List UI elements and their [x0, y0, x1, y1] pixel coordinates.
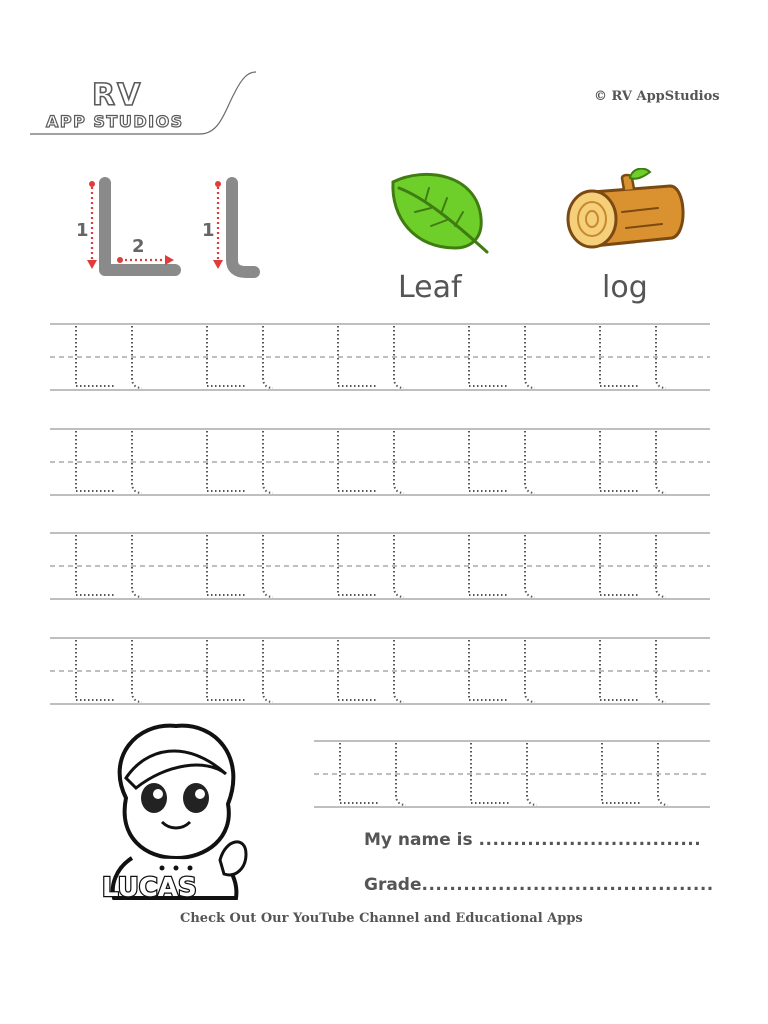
dotted-uppercase-l [338, 640, 376, 700]
dotted-uppercase-l [600, 431, 638, 491]
dotted-uppercase-l [76, 326, 114, 386]
grade-field[interactable] [364, 875, 714, 895]
dotted-uppercase-l [469, 431, 507, 491]
tracing-row [314, 741, 710, 807]
dotted-uppercase-l [338, 535, 376, 595]
dotted-uppercase-l [76, 640, 114, 700]
dotted-uppercase-l [469, 535, 507, 595]
dotted-uppercase-l [76, 431, 114, 491]
tracing-row [50, 429, 710, 495]
leaf-label: Leaf [398, 270, 462, 305]
dotted-uppercase-l [600, 640, 638, 700]
tracing-row [50, 324, 710, 390]
dotted-uppercase-l [338, 431, 376, 491]
dotted-uppercase-l [600, 535, 638, 595]
name-field[interactable] [364, 830, 701, 850]
dotted-uppercase-l [207, 431, 245, 491]
lower-step-1: 1 [202, 220, 215, 241]
tracing-row [50, 533, 710, 599]
dotted-uppercase-l [340, 743, 378, 803]
mascot-name: LUCAS [102, 873, 197, 903]
log-label: log [602, 270, 648, 305]
dotted-uppercase-l [600, 326, 638, 386]
logo-rv-text: RV [92, 78, 143, 113]
dotted-uppercase-l [207, 535, 245, 595]
upper-step-1: 1 [76, 220, 89, 241]
dotted-uppercase-l [469, 640, 507, 700]
dotted-uppercase-l [338, 326, 376, 386]
dotted-uppercase-l [602, 743, 640, 803]
grade-dots: .......................................... [421, 875, 714, 895]
dotted-uppercase-l [471, 743, 509, 803]
footer-text: Check Out Our YouTube Channel and Educational Apps [180, 911, 583, 926]
tracing-row [50, 638, 710, 704]
name-dots: ................................ [478, 830, 702, 850]
name-label: My name is [364, 830, 473, 850]
logo-studios-text: APP STUDIOS [46, 112, 184, 131]
copyright-text: © RV AppStudios [594, 89, 720, 104]
grade-label: Grade [364, 875, 422, 895]
dotted-uppercase-l [207, 640, 245, 700]
dotted-uppercase-l [76, 535, 114, 595]
upper-step-2: 2 [132, 236, 145, 257]
dotted-uppercase-l [469, 326, 507, 386]
dotted-uppercase-l [207, 326, 245, 386]
lucas-mascot-icon [96, 718, 256, 903]
